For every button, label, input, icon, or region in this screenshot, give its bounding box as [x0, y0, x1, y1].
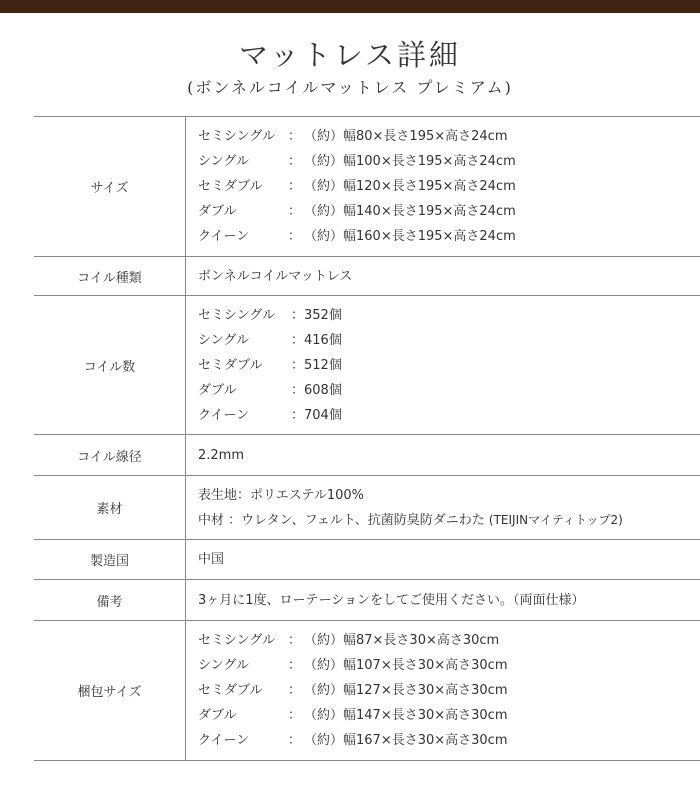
title-block [0, 13, 700, 99]
row-label: コイル線径 [34, 435, 186, 476]
item-value: 352個 [304, 307, 342, 323]
item-value: 704個 [304, 407, 342, 423]
row-value [186, 117, 700, 257]
row-value [186, 580, 700, 621]
item-value: （約）幅127×長さ30×高さ30cm [304, 683, 508, 698]
row-value [186, 621, 700, 761]
row-material [34, 476, 700, 540]
item-value: （約）幅87×長さ30×高さ30cm [304, 633, 500, 648]
item-value: （約）幅100×長さ195×高さ24cm [304, 154, 516, 169]
item-name: シングル [198, 154, 250, 169]
row-coil-wire [34, 435, 700, 476]
item-sep: ： [291, 332, 305, 348]
item-sep: ： [288, 733, 302, 748]
item-value: （約）幅147×長さ30×高さ30cm [304, 708, 508, 723]
item-sep: ： [288, 229, 302, 244]
row-label: コイル種類 [34, 257, 186, 296]
list-item [198, 628, 700, 653]
item-name: セミダブル [198, 357, 263, 373]
item-name: ダブル [198, 708, 237, 723]
row-label: 梱包サイズ [34, 621, 186, 761]
list-item [198, 174, 700, 199]
spec-table [34, 116, 700, 761]
item-sep: ： [291, 307, 305, 323]
item-name: セミダブル [198, 683, 263, 698]
item-sep: ： [288, 179, 302, 194]
row-origin [34, 540, 700, 580]
row-label: 製造国 [34, 540, 186, 580]
material-inner-note: (TEIJINマイティトップ2) [488, 512, 623, 527]
item-name: クイーン [198, 229, 250, 244]
item-sep: ： [291, 407, 305, 423]
list-item [198, 224, 700, 249]
item-sep: ： [288, 683, 302, 698]
row-coil-type [34, 257, 700, 296]
row-label: コイル数 [34, 296, 186, 435]
list-item [198, 353, 700, 378]
list-item [198, 678, 700, 703]
list-item [198, 328, 700, 353]
row-label: サイズ [34, 117, 186, 257]
item-name: ダブル [198, 204, 237, 219]
material-inner [198, 508, 700, 533]
value-text: 3ヶ月に1度、ローテーションをしてご使用ください。（両面仕様） [198, 592, 585, 608]
value-text: 2.2mm [198, 447, 245, 463]
row-value [186, 476, 700, 540]
material-outer: 表生地：ポリエステル100% [198, 487, 364, 503]
page-subtitle: (ボンネルコイルマットレス プレミアム) [187, 78, 513, 97]
item-sep: ： [291, 357, 305, 373]
item-sep: ： [288, 658, 302, 673]
row-value [186, 540, 700, 580]
item-value: 512個 [304, 357, 342, 373]
item-name: セミダブル [198, 179, 263, 194]
page-title: マットレス詳細 [239, 38, 461, 72]
item-name: シングル [198, 658, 250, 673]
row-value [186, 257, 700, 296]
row-value [186, 296, 700, 435]
item-value: 416個 [304, 332, 342, 348]
list-item [198, 199, 700, 224]
list-item [198, 378, 700, 403]
item-name: クイーン [198, 407, 250, 423]
item-sep: ： [291, 382, 305, 398]
row-label: 素材 [34, 476, 186, 540]
item-value: （約）幅120×長さ195×高さ24cm [304, 179, 516, 194]
value-text: 中国 [198, 552, 225, 567]
item-name: シングル [198, 332, 250, 348]
item-name: セミシングル [198, 129, 276, 144]
list-item [198, 653, 700, 678]
item-name: セミシングル [198, 307, 276, 323]
item-value: （約）幅160×長さ195×高さ24cm [304, 229, 516, 244]
item-value: （約）幅80×長さ195×高さ24cm [304, 129, 508, 144]
item-name: ダブル [198, 382, 237, 398]
item-value: （約）幅167×長さ30×高さ30cm [304, 733, 508, 748]
list-item [198, 403, 700, 428]
row-label: 備考 [34, 580, 186, 621]
row-notes [34, 580, 700, 621]
item-value: （約）幅107×長さ30×高さ30cm [304, 658, 508, 673]
material-inner-text: 中材 ：ウレタン、フェルト、抗菌防臭防ダニわた [198, 512, 485, 528]
list-item [198, 728, 700, 753]
item-sep: ： [288, 154, 302, 169]
item-sep: ： [288, 129, 302, 144]
list-item [198, 303, 700, 328]
row-package [34, 621, 700, 761]
item-name: セミシングル [198, 633, 276, 648]
item-sep: ： [288, 633, 302, 648]
item-value: 608個 [304, 382, 342, 398]
list-item [198, 703, 700, 728]
row-value [186, 435, 700, 476]
item-sep: ： [288, 708, 302, 723]
top-bar [0, 0, 700, 13]
item-value: （約）幅140×長さ195×高さ24cm [304, 204, 516, 219]
row-size [34, 117, 700, 257]
item-sep: ： [288, 204, 302, 219]
list-item [198, 149, 700, 174]
list-item [198, 124, 700, 149]
item-name: クイーン [198, 733, 250, 748]
row-coil-count [34, 296, 700, 435]
value-text: ボンネルコイルマットレス [198, 268, 353, 284]
